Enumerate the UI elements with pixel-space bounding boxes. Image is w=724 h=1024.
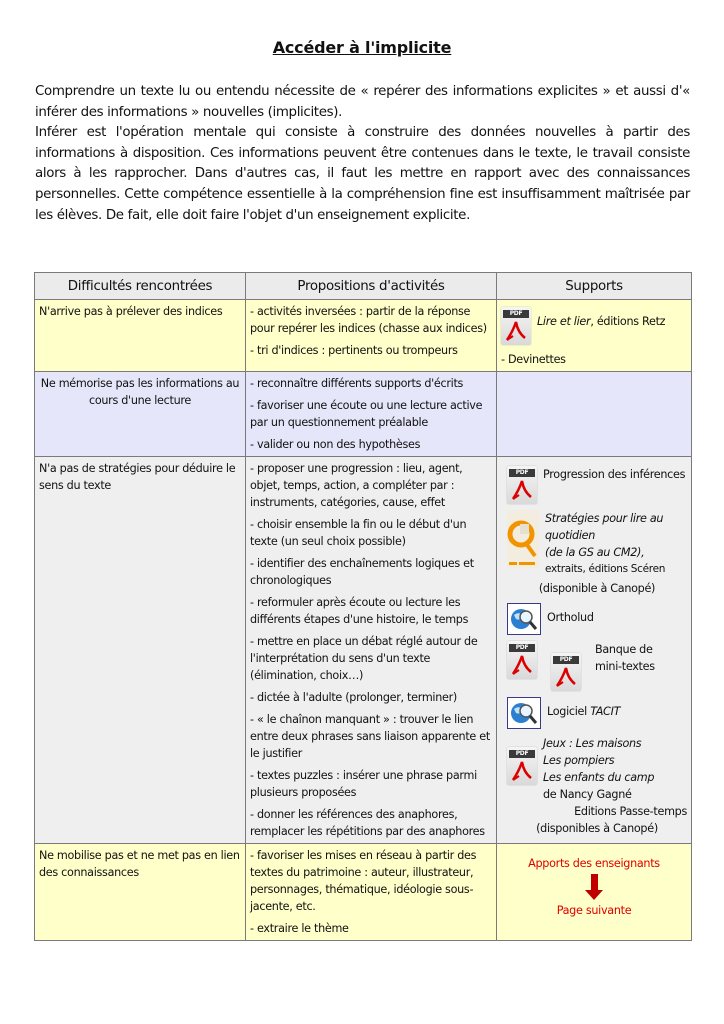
intro-paragraph-2: Inférer est l'opération mentale qui consiste à construire des données nouvelles à partir des informations à disposition. Ces informations peuvent être contenues dans le texte, le travail consiste alors à les rapprocher. Dans d'autres cas, il faut les mettre en rapport avec des connaissances personnelles. Cette compétence essentielle à la compréhension fine est insuffisamment maîtrisée par les élèves. De fait, elle doit faire l'objet d'un enseignement explicite. bbox=[35, 125, 690, 223]
next-page-link[interactable]: Page suivante bbox=[556, 904, 632, 917]
game-title: Les pompiers bbox=[543, 754, 615, 767]
activity-item: - donner les références des anaphores, remplacer les répétitions par des anaphores bbox=[250, 808, 485, 838]
book-title: Stratégies pour lire au quotidien bbox=[545, 512, 664, 542]
supports-cell bbox=[497, 844, 692, 941]
table-row bbox=[35, 457, 692, 844]
game-availability: (disponibles à Canopé) bbox=[536, 822, 658, 835]
book-publisher: extraits, éditions Scéren bbox=[545, 563, 666, 575]
activities-cell bbox=[246, 844, 497, 941]
game-author: de Nancy Gagné bbox=[543, 788, 632, 801]
activity-item: - mettre en place un débat réglé autour de l'interprétation du sens d'un texte (élimination, choix…) bbox=[250, 635, 478, 682]
activity-item: - reconnaître différents supports d'écrits bbox=[250, 377, 464, 390]
support-ortholud[interactable] bbox=[507, 603, 687, 635]
activity-item: - activités inversées : partir de la réponse pour repérer les indices (chasse aux indices) bbox=[250, 305, 487, 335]
pdf-file-icon[interactable]: PDF bbox=[501, 307, 531, 345]
header-difficulties: Difficultés rencontrées bbox=[35, 273, 246, 300]
page-title: Accéder à l'implicite bbox=[272, 38, 452, 57]
game-publisher: Editions Passe-temps bbox=[574, 805, 687, 818]
activity-item: - reformuler après écoute ou lecture les différents étapes d'une histoire, le temps bbox=[250, 596, 469, 626]
support-publisher: , éditions Retz bbox=[590, 315, 666, 328]
activity-item: - proposer une progression : lieu, agent, objet, temps, action, a compléter par : instruments, catégories, cause, effet bbox=[250, 462, 463, 509]
book-cover-icon[interactable] bbox=[507, 510, 539, 568]
activity-item: - favoriser une écoute ou une lecture active par un questionnement préalable bbox=[250, 399, 483, 429]
activities-cell bbox=[246, 457, 497, 844]
support-label: Logiciel bbox=[547, 705, 591, 718]
activity-item: - extraire le thème bbox=[250, 922, 349, 935]
activities-cell bbox=[246, 372, 497, 457]
intro-paragraph-1: Comprendre un texte lu ou entendu nécessite de « repérer des informations explicites » et aussi d'« inférer des informations » nouvelles (implicites). bbox=[35, 84, 690, 120]
support-tacit[interactable] bbox=[507, 697, 687, 729]
activity-item: - textes puzzles : insérer une phrase parmi plusieurs proposées bbox=[250, 769, 477, 799]
table-row bbox=[35, 372, 692, 457]
support-banque-mini-textes[interactable] bbox=[507, 641, 687, 691]
activity-item: - valider ou non des hypothèses bbox=[250, 438, 421, 451]
game-title: Les enfants du camp bbox=[543, 771, 655, 784]
activity-item: - choisir ensemble la fin ou le début d'un texte (un seul choix possible) bbox=[250, 518, 467, 548]
difficulty-cell: Ne mémorise pas les informations au cours d'une lecture bbox=[35, 372, 246, 457]
intro-text bbox=[35, 82, 690, 226]
pdf-file-icon[interactable]: PDF bbox=[507, 641, 537, 679]
support-label: Banque de mini-textes bbox=[595, 643, 655, 673]
game-title: Jeux : Les maisons bbox=[543, 737, 642, 750]
header-supports: Supports bbox=[497, 273, 692, 300]
table-row bbox=[35, 300, 692, 372]
globe-search-icon[interactable] bbox=[507, 603, 541, 635]
activity-item: - « le chaînon manquant » : trouver le lien entre deux phrases sans liaison apparente et le justifier bbox=[250, 713, 490, 760]
header-activities: Propositions d'activités bbox=[246, 273, 497, 300]
supports-cell bbox=[497, 300, 692, 372]
difficulty-cell: N'a pas de stratégies pour déduire le sens du texte bbox=[35, 457, 246, 844]
activities-table bbox=[34, 272, 692, 941]
support-label: Ortholud bbox=[547, 611, 594, 624]
table-header-row bbox=[35, 273, 692, 300]
difficulty-cell: Ne mobilise pas et ne met pas en lien des connaissances bbox=[35, 844, 246, 941]
activity-item: - identifier des enchaînements logiques et chronologiques bbox=[250, 557, 474, 587]
pdf-file-icon[interactable]: PDF bbox=[507, 747, 537, 785]
globe-search-icon[interactable] bbox=[507, 697, 541, 729]
support-devinettes: - Devinettes bbox=[501, 353, 566, 366]
supports-cell bbox=[497, 372, 692, 457]
support-label: Progression des inférences bbox=[543, 468, 686, 481]
arrow-down-icon bbox=[501, 874, 687, 900]
support-strategies-book[interactable] bbox=[507, 510, 687, 578]
activities-cell bbox=[246, 300, 497, 372]
difficulty-cell: N'arrive pas à prélever des indices bbox=[35, 300, 246, 372]
activity-item: - dictée à l'adulte (prolonger, terminer) bbox=[250, 691, 457, 704]
book-subtitle: (de la GS au CM2), bbox=[545, 546, 645, 559]
software-name: TACIT bbox=[590, 705, 621, 718]
support-title: Lire et lier bbox=[537, 315, 591, 328]
support-progression[interactable] bbox=[507, 466, 687, 504]
activity-item: - tri d'indices : pertinents ou trompeurs bbox=[250, 344, 458, 357]
table-row bbox=[35, 844, 692, 941]
teacher-contributions-label: Apports des enseignants bbox=[528, 857, 660, 870]
activity-item: - favoriser les mises en réseau à partir des textes du patrimoine : auteur, illustrateur, personnages, thématique, idéologie sous-jacente, etc. bbox=[250, 849, 477, 913]
pdf-file-icon[interactable]: PDF bbox=[507, 466, 537, 504]
support-jeux[interactable] bbox=[507, 735, 687, 803]
pdf-file-icon[interactable]: PDF bbox=[551, 653, 581, 691]
supports-cell bbox=[497, 457, 692, 844]
support-lire-et-lier[interactable] bbox=[501, 307, 687, 345]
book-availability: (disponible à Canopé) bbox=[538, 582, 656, 595]
